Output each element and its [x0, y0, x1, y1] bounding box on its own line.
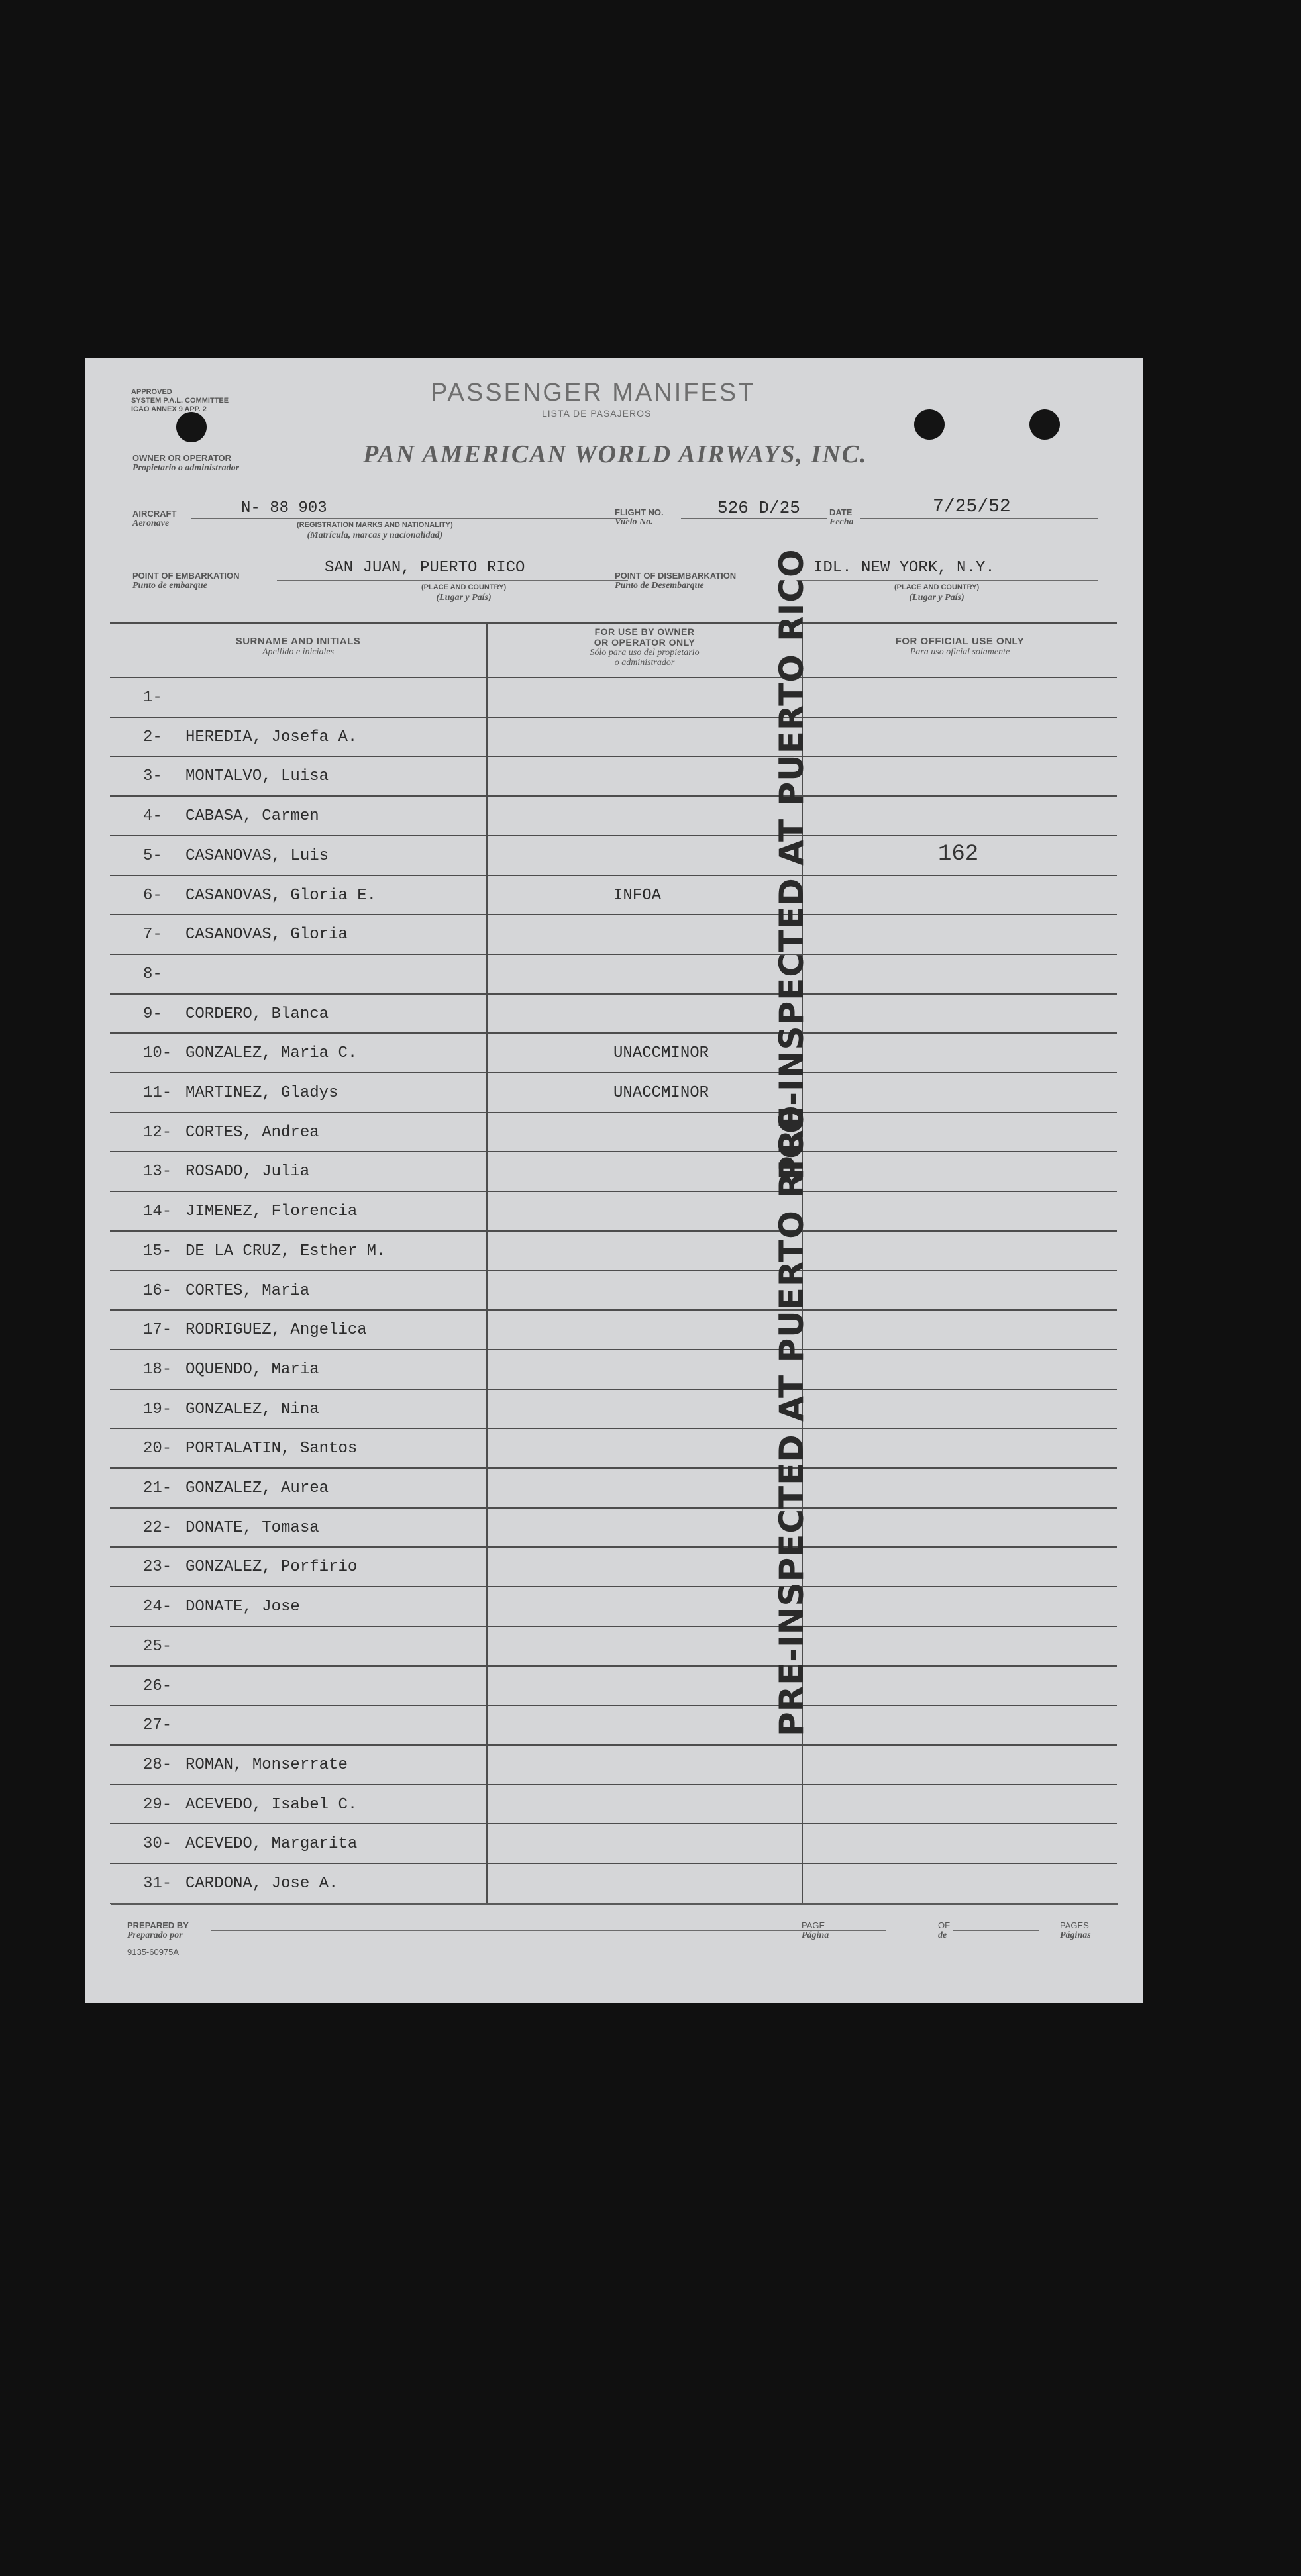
official-head-es: Para uso oficial solamente	[910, 647, 1010, 657]
row-number: 16-	[143, 1281, 172, 1300]
punch-hole-left	[176, 412, 207, 442]
row-number: 13-	[143, 1163, 172, 1181]
pages-label-es: Páginas	[1060, 1930, 1091, 1940]
flight-label-es: Vuelo No.	[615, 517, 653, 527]
passenger-name: ROSADO, Julia	[185, 1163, 310, 1181]
owner-label	[132, 453, 239, 473]
owner-label-en: OWNER OR OPERATOR	[132, 453, 232, 463]
row-number: 19-	[143, 1400, 172, 1418]
approved-line: APPROVED	[131, 388, 172, 396]
disembark-label	[615, 571, 736, 591]
table-row	[110, 1152, 1117, 1191]
date-label-en: DATE	[829, 507, 853, 517]
aircraft-label-es: Aeronave	[132, 519, 170, 528]
passenger-name: CABASA, Carmen	[185, 807, 319, 826]
aircraft-sub-es: (Matrícula, marcas y nacionalidad)	[307, 530, 443, 540]
manifest-page	[85, 358, 1143, 2003]
passenger-name: CASANOVAS, Gloria E.	[185, 886, 377, 905]
approved-line: SYSTEM P.A.L. COMMITTEE	[131, 397, 229, 405]
pre-inspected-stamp-2: PRE-INSPECTED AT PUERTO RICO	[772, 1105, 811, 1736]
table-row	[110, 836, 1117, 875]
official-column-header	[803, 636, 1117, 657]
row-number: 4-	[143, 807, 162, 826]
passenger-name: MONTALVO, Luisa	[185, 768, 329, 786]
row-number: 10-	[143, 1044, 172, 1063]
row-number: 21-	[143, 1479, 172, 1497]
pre-inspected-stamp-1: PRE-INSPECTED AT PUERTO RICO	[772, 548, 811, 1180]
row-number: 8-	[143, 965, 162, 983]
passenger-name: DE LA CRUZ, Esther M.	[185, 1242, 386, 1260]
table-row	[110, 1864, 1117, 1903]
table-row	[110, 678, 1117, 717]
page-label	[802, 1920, 829, 1940]
table-row	[110, 1232, 1117, 1271]
flight-label-en: FLIGHT NO.	[615, 507, 664, 517]
table-row	[110, 1746, 1117, 1785]
row-number: 22-	[143, 1518, 172, 1537]
passenger-name: GONZALEZ, Nina	[185, 1400, 319, 1418]
row-number: 1-	[143, 689, 162, 707]
form-subtitle: LISTA DE PASAJEROS	[542, 408, 652, 419]
table-row	[110, 718, 1117, 757]
passenger-name: PORTALATIN, Santos	[185, 1440, 358, 1458]
embark-label-en: POINT OF EMBARKATION	[132, 571, 240, 581]
table-row	[110, 1113, 1117, 1152]
prepared-label-es: Preparado por	[127, 1930, 183, 1940]
row-number: 15-	[143, 1242, 172, 1260]
of-label-es: de	[938, 1930, 947, 1940]
row-number: 3-	[143, 768, 162, 786]
row-number: 24-	[143, 1598, 172, 1616]
passenger-name: CORDERO, Blanca	[185, 1005, 329, 1023]
of-label	[938, 1920, 950, 1940]
page-label-es: Página	[802, 1930, 829, 1940]
table-row	[110, 1390, 1117, 1429]
embark-label-es: Punto de embarque	[132, 581, 207, 591]
place-country-es: (Lugar y País)	[436, 593, 492, 603]
pages-label-en: PAGES	[1060, 1920, 1089, 1930]
place-country-es: (Lugar y País)	[909, 593, 964, 603]
date-label-es: Fecha	[829, 517, 854, 527]
disembark-place-sub	[894, 583, 979, 603]
owner-head-es-1: Sólo para uso del propietario	[590, 648, 700, 658]
embark-value: SAN JUAN, PUERTO RICO	[325, 559, 525, 577]
table-row	[110, 1667, 1117, 1706]
name-column-header	[110, 636, 486, 657]
passenger-name: OQUENDO, Maria	[185, 1360, 319, 1379]
company-name: PAN AMERICAN WORLD AIRWAYS, INC.	[363, 440, 868, 468]
official-note: 162	[938, 841, 979, 867]
approved-line: ICAO ANNEX 9 APP. 2	[131, 405, 207, 413]
owner-note: UNACCMINOR	[613, 1084, 709, 1102]
passenger-name: DONATE, Tomasa	[185, 1518, 319, 1537]
name-head-es: Apellido e iniciales	[262, 647, 335, 657]
table-row	[110, 915, 1117, 954]
prepared-label-en: PREPARED BY	[127, 1920, 189, 1930]
row-number: 5-	[143, 846, 162, 865]
punch-hole-right-1	[914, 409, 945, 440]
passenger-name: GONZALEZ, Porfirio	[185, 1558, 358, 1577]
passenger-name: CARDONA, Jose A.	[185, 1875, 338, 1893]
table-row	[110, 1192, 1117, 1231]
passenger-name: MARTINEZ, Gladys	[185, 1084, 338, 1102]
disembark-label-es: Punto de Desembarque	[615, 581, 704, 591]
owner-head-1: FOR USE BY OWNER	[594, 626, 695, 637]
pages-label	[1060, 1920, 1091, 1940]
row-number: 27-	[143, 1716, 172, 1735]
row-number: 20-	[143, 1440, 172, 1458]
owner-column-header	[488, 626, 802, 668]
row-number: 6-	[143, 886, 162, 905]
date-value: 7/25/52	[933, 497, 1011, 517]
table-row	[110, 797, 1117, 836]
passenger-name: CASANOVAS, Gloria	[185, 926, 348, 944]
owner-head-2: OR OPERATOR ONLY	[594, 637, 696, 648]
row-number: 11-	[143, 1084, 172, 1102]
owner-label-es: Propietario o administrador	[132, 463, 240, 473]
passenger-name: DONATE, Jose	[185, 1598, 300, 1616]
prepared-label	[127, 1920, 189, 1940]
flight-value: 526 D/25	[717, 498, 800, 518]
table-row	[110, 1469, 1117, 1508]
approval-block	[131, 388, 229, 414]
of-label-en: OF	[938, 1920, 951, 1930]
row-number: 12-	[143, 1123, 172, 1142]
name-head-en: SURNAME AND INITIALS	[235, 636, 361, 647]
form-code: 9135-60975A	[127, 1947, 180, 1957]
passenger-name: CORTES, Andrea	[185, 1123, 319, 1142]
table-row	[110, 1509, 1117, 1548]
table-row	[110, 1271, 1117, 1311]
disembark-value: IDL. NEW YORK, N.Y.	[813, 559, 995, 577]
passenger-name: RODRIGUEZ, Angelica	[185, 1321, 367, 1340]
table-row	[110, 955, 1117, 994]
row-number: 18-	[143, 1360, 172, 1379]
place-country-en: (PLACE AND COUNTRY)	[894, 583, 980, 591]
table-row	[110, 1587, 1117, 1626]
embark-label	[132, 571, 240, 591]
table-row	[110, 1429, 1117, 1468]
row-number: 28-	[143, 1756, 172, 1774]
row-number: 29-	[143, 1795, 172, 1814]
punch-hole-right-2	[1029, 409, 1060, 440]
official-head-en: FOR OFFICIAL USE ONLY	[895, 636, 1025, 647]
table-row	[110, 1785, 1117, 1824]
passenger-name: CORTES, Maria	[185, 1281, 310, 1300]
table-row	[110, 1311, 1117, 1350]
passenger-name: CASANOVAS, Luis	[185, 846, 329, 865]
table-row	[110, 757, 1117, 796]
owner-head-es-2: o administrador	[614, 658, 675, 668]
table-row	[110, 1034, 1117, 1073]
table-row	[110, 1824, 1117, 1863]
row-number: 2-	[143, 728, 162, 746]
table-row	[110, 876, 1117, 915]
aircraft-sub	[297, 520, 453, 540]
flight-label	[615, 507, 664, 527]
owner-note: UNACCMINOR	[613, 1044, 709, 1063]
aircraft-sub-en: (REGISTRATION MARKS AND NATIONALITY)	[297, 521, 453, 529]
table-row	[110, 1073, 1117, 1113]
page-label-en: PAGE	[802, 1920, 825, 1930]
row-number: 17-	[143, 1321, 172, 1340]
date-label	[829, 507, 854, 527]
table-row	[110, 995, 1117, 1034]
aircraft-label	[132, 509, 176, 528]
row-number: 7-	[143, 926, 162, 944]
row-number: 25-	[143, 1637, 172, 1656]
passenger-name: ROMAN, Monserrate	[185, 1756, 348, 1774]
row-number: 30-	[143, 1835, 172, 1854]
passenger-name: HEREDIA, Josefa A.	[185, 728, 358, 746]
row-number: 23-	[143, 1558, 172, 1577]
table-row	[110, 1706, 1117, 1745]
table-row	[110, 1627, 1117, 1666]
aircraft-label-en: AIRCRAFT	[132, 509, 177, 519]
row-number: 9-	[143, 1005, 162, 1023]
row-number: 26-	[143, 1677, 172, 1695]
table-row	[110, 1548, 1117, 1587]
embark-place-sub	[421, 583, 506, 603]
passenger-name: GONZALEZ, Maria C.	[185, 1044, 358, 1063]
owner-note: INFOA	[613, 886, 662, 905]
form-title: PASSENGER MANIFEST	[431, 379, 756, 407]
passenger-name: JIMENEZ, Florencia	[185, 1203, 358, 1221]
row-number: 31-	[143, 1875, 172, 1893]
row-number: 14-	[143, 1203, 172, 1221]
passenger-name: ACEVEDO, Margarita	[185, 1835, 358, 1854]
passenger-name: ACEVEDO, Isabel C.	[185, 1795, 358, 1814]
passenger-name: GONZALEZ, Aurea	[185, 1479, 329, 1497]
aircraft-value: N- 88 903	[241, 499, 327, 517]
disembark-label-en: POINT OF DISEMBARKATION	[615, 571, 737, 581]
table-row	[110, 1350, 1117, 1389]
place-country-en: (PLACE AND COUNTRY)	[421, 583, 507, 591]
